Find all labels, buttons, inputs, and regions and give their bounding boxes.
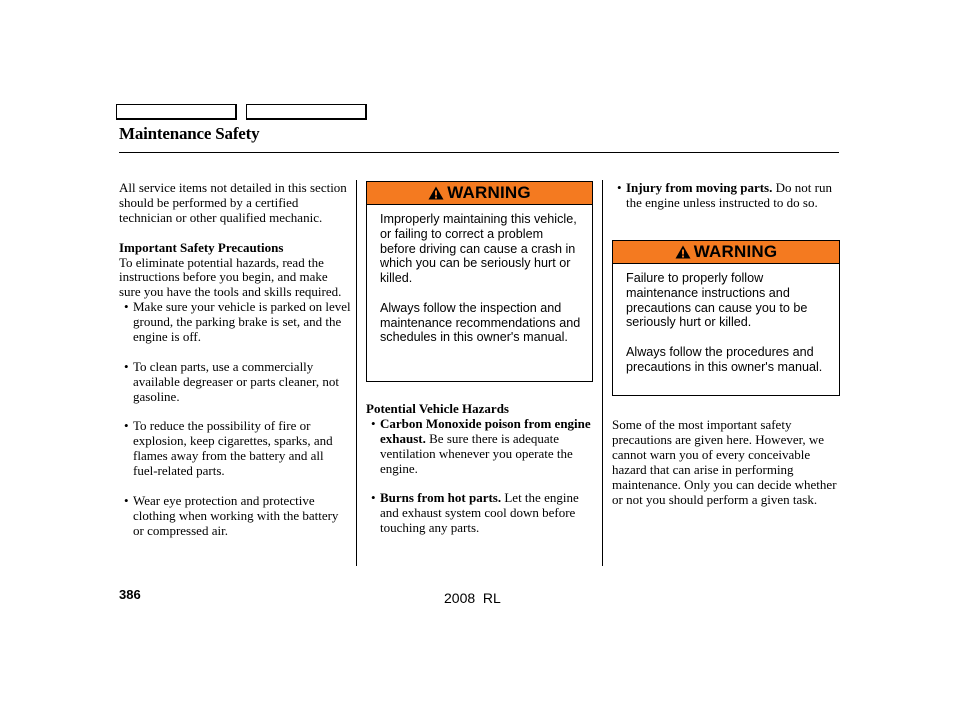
list-item: • To reduce the possibility of fire or explosion, keep cigarettes, sparks, and flames away from the battery and all fuel-related parts.: [119, 419, 351, 479]
hazard-text: Let the engine and exhaust system cool down before touching any parts.: [380, 490, 579, 536]
lead-paragraph: To eliminate potential hazards, read the instructions before you begin, and make sure you have the tools and skills required.: [119, 254, 342, 300]
warning-body: [367, 205, 592, 345]
list-item: • Make sure your vehicle is parked on level ground, the parking brake is set, and the engine is off.: [119, 300, 351, 345]
column-1: [119, 181, 351, 539]
nav-button-2[interactable]: [246, 104, 367, 120]
hazard-title: Injury from moving parts.: [626, 180, 773, 195]
hazard-title: Burns from hot parts.: [380, 490, 502, 506]
column-divider-1: [356, 180, 357, 566]
title-divider: [119, 152, 839, 153]
section-heading: Important Safety Precautions: [119, 239, 284, 255]
warning-header: [367, 182, 592, 205]
list-item: • Wear eye protection and protective clothing when working with the battery or compressed air.: [119, 494, 351, 539]
warning-text: Always follow the procedures and precautions in this owner's manual.: [626, 344, 823, 374]
column-2: [366, 402, 596, 536]
column-divider-2: [602, 180, 603, 566]
warning-triangle-icon: [675, 245, 691, 259]
section-heading: Potential Vehicle Hazards: [366, 401, 509, 416]
hazard-title: Carbon Monoxide poison from engine exhaust.: [380, 415, 591, 446]
nav-button-1[interactable]: [116, 104, 237, 120]
warning-header: [613, 241, 839, 264]
warning-box-2: [612, 240, 840, 396]
hazard-text: Be sure there is adequate ventilation whenever you operate the engine.: [380, 430, 573, 476]
page-title: Maintenance Safety: [119, 124, 260, 143]
warning-text: Failure to properly follow maintenance instructions and precautions can cause you to be seriously hurt or killed.: [626, 271, 808, 330]
warning-box-1: [366, 181, 593, 382]
column-3-bottom: [612, 418, 844, 507]
column-3-top: [612, 181, 837, 211]
warning-text: Improperly maintaining this vehicle, or failing to correct a problem before driving can cause a crash in which you can be seriously hurt or killed.: [380, 212, 577, 286]
closing-paragraph: Some of the most important safety precautions are given here. However, we cannot warn you of every conceivable hazard that can arise in performing maintenance. Only you can decide whether or not you should perform a given task.: [612, 417, 837, 507]
warning-label: WARNING: [693, 242, 778, 261]
intro-paragraph: All service items not detailed in this section should be performed by a certified technician or other qualified mechanic.: [119, 180, 347, 225]
page-number: 386: [119, 587, 141, 602]
hazards-list: [366, 417, 596, 536]
warning-triangle-icon: [428, 186, 444, 200]
list-item: [612, 181, 837, 211]
warning-body: [613, 264, 839, 375]
hazard-text: Do not run the engine unless instructed to do so.: [626, 180, 832, 210]
hazards-list-continued: [612, 181, 837, 211]
list-item: [366, 417, 596, 477]
list-item: [366, 491, 596, 536]
warning-label: WARNING: [447, 183, 531, 202]
warning-text: Always follow the inspection and maintenance recommendations and schedules in this owner's manual.: [380, 300, 581, 345]
list-item: • To clean parts, use a commercially available degreaser or parts cleaner, not gasoline.: [119, 360, 351, 405]
footer-model: 2008 RL: [444, 590, 501, 606]
precautions-list: [119, 300, 351, 538]
